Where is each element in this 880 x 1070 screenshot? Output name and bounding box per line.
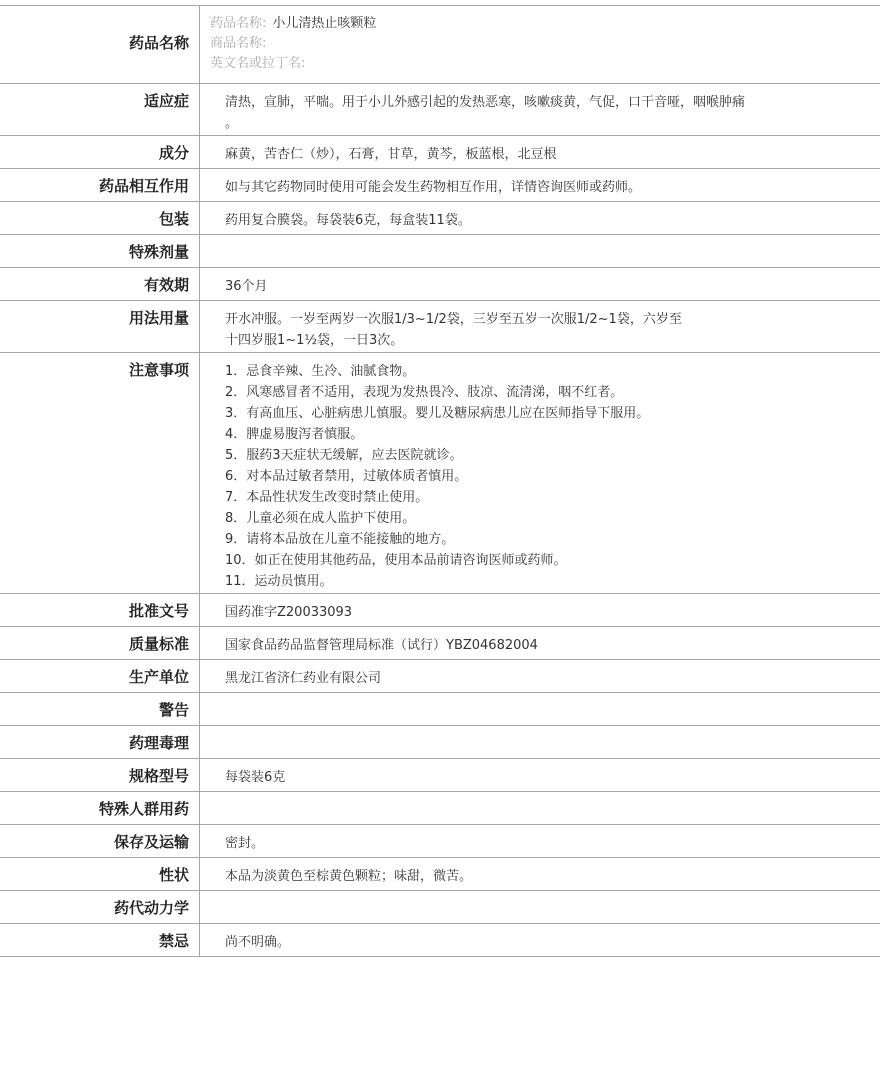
packaging-value: 药用复合膜袋。每袋装6克，每盒装11袋。 — [225, 213, 471, 228]
shelf-life-label: 有效期 — [0, 268, 200, 300]
row-drug-name — [0, 6, 880, 84]
ingredients-value: 麻黄，苦杏仁（炒），石膏，甘草，黄芩，板蓝根，北豆根 — [225, 147, 557, 162]
ingredients-label: 成分 — [0, 136, 200, 168]
row-toxicology — [0, 726, 880, 759]
quality-standard-label: 质量标准 — [0, 627, 200, 659]
precaution-item: 7．本品性状发生改变时禁止使用。 — [225, 490, 429, 505]
trade-name-key: 商品名称: — [210, 36, 267, 51]
contraindications-label: 禁忌 — [0, 924, 200, 956]
row-approval — [0, 594, 880, 627]
interactions-label: 药品相互作用 — [0, 169, 200, 201]
interactions-value: 如与其它药物同时使用可能会发生药物相互作用，详情咨询医师或药师。 — [225, 180, 642, 195]
manufacturer-label: 生产单位 — [0, 660, 200, 692]
indications-text-line1: 清热，宣肺，平喘。用于小儿外感引起的发热恶寒，咳嗽痰黄，气促，口干音哑，咽喉肿痛 — [225, 95, 746, 110]
drug-name-key: 药品名称: — [210, 16, 267, 31]
english-name-key: 英文名或拉丁名: — [210, 56, 306, 71]
drug-name-label: 药品名称 — [0, 6, 200, 83]
toxicology-value — [200, 726, 880, 758]
drug-name-value: 小儿清热止咳颗粒 — [272, 16, 377, 31]
row-quality-standard — [0, 627, 880, 660]
english-name-line — [210, 54, 860, 74]
precaution-item: 11．运动员慎用。 — [225, 574, 333, 589]
special-dosage-label: 特殊剂量 — [0, 235, 200, 267]
special-population-label: 特殊人群用药 — [0, 792, 200, 824]
manufacturer-value: 黑龙江省济仁药业有限公司 — [225, 671, 382, 686]
quality-standard-value: 国家食品药品监督管理局标准（试行）YBZ04682004 — [225, 638, 538, 653]
usage-text-line1: 开水冲服。一岁至两岁一次服1/3~1/2袋，三岁至五岁一次服1/2~1袋，六岁至 — [225, 312, 682, 327]
row-pharmacokinetics — [0, 891, 880, 924]
row-storage — [0, 825, 880, 858]
precaution-item: 10．如正在使用其他药品，使用本品前请咨询医师或药师。 — [225, 553, 567, 568]
warning-value — [200, 693, 880, 725]
row-usage — [0, 301, 880, 353]
row-special-dosage — [0, 235, 880, 268]
precaution-item: 9．请将本品放在儿童不能接触的地方。 — [225, 532, 455, 547]
row-shelf-life — [0, 268, 880, 301]
storage-value: 密封。 — [225, 836, 265, 851]
special-dosage-value — [200, 235, 880, 267]
shelf-life-value: 36个月 — [225, 279, 268, 294]
precaution-item: 1．忌食辛辣、生冷、油腻食物。 — [225, 364, 416, 379]
appearance-label: 性状 — [0, 858, 200, 890]
row-packaging — [0, 202, 880, 235]
specification-value: 每袋装6克 — [225, 770, 286, 785]
precaution-item: 5．服药3天症状无缓解，应去医院就诊。 — [225, 448, 463, 463]
row-indications — [0, 84, 880, 136]
pharmacokinetics-value — [200, 891, 880, 923]
appearance-value: 本品为淡黄色至棕黄色颗粒；味甜，微苦。 — [225, 869, 473, 884]
trade-name-line — [210, 34, 860, 54]
pharmacokinetics-label: 药代动力学 — [0, 891, 200, 923]
indications-value — [200, 84, 880, 135]
precaution-item: 6．对本品过敏者禁用，过敏体质者慎用。 — [225, 469, 468, 484]
precaution-item: 3．有高血压、心脏病患儿慎服。婴儿及糖尿病患儿应在医师指导下服用。 — [225, 406, 650, 421]
row-contraindications — [0, 924, 880, 957]
usage-value — [200, 301, 880, 352]
special-population-value — [200, 792, 880, 824]
precautions-list — [200, 353, 880, 593]
packaging-label: 包装 — [0, 202, 200, 234]
precaution-item: 4．脾虚易腹泻者慎服。 — [225, 427, 364, 442]
precautions-label: 注意事项 — [0, 353, 200, 593]
row-special-population — [0, 792, 880, 825]
drug-name-value-cell — [200, 6, 880, 83]
row-specification — [0, 759, 880, 792]
precaution-item: 2．风寒感冒者不适用，表现为发热畏冷、肢凉、流清涕，咽不红者。 — [225, 385, 624, 400]
usage-text-line2: 十四岁服1~1½袋，一日3次。 — [225, 333, 404, 348]
indications-label: 适应症 — [0, 84, 200, 135]
contraindications-value: 尚不明确。 — [225, 935, 291, 950]
usage-label: 用法用量 — [0, 301, 200, 352]
row-warning — [0, 693, 880, 726]
toxicology-label: 药理毒理 — [0, 726, 200, 758]
row-manufacturer — [0, 660, 880, 693]
storage-label: 保存及运输 — [0, 825, 200, 857]
precaution-item: 8．儿童必须在成人监护下使用。 — [225, 511, 416, 526]
drug-name-line — [210, 14, 860, 34]
row-ingredients — [0, 136, 880, 169]
approval-value: 国药准字Z20033093 — [225, 605, 353, 620]
row-precautions — [0, 353, 880, 594]
row-appearance — [0, 858, 880, 891]
specification-label: 规格型号 — [0, 759, 200, 791]
row-interactions — [0, 169, 880, 202]
indications-text-line2: 。 — [225, 116, 239, 131]
warning-label: 警告 — [0, 693, 200, 725]
drug-spec-table — [0, 5, 880, 957]
approval-label: 批准文号 — [0, 594, 200, 626]
